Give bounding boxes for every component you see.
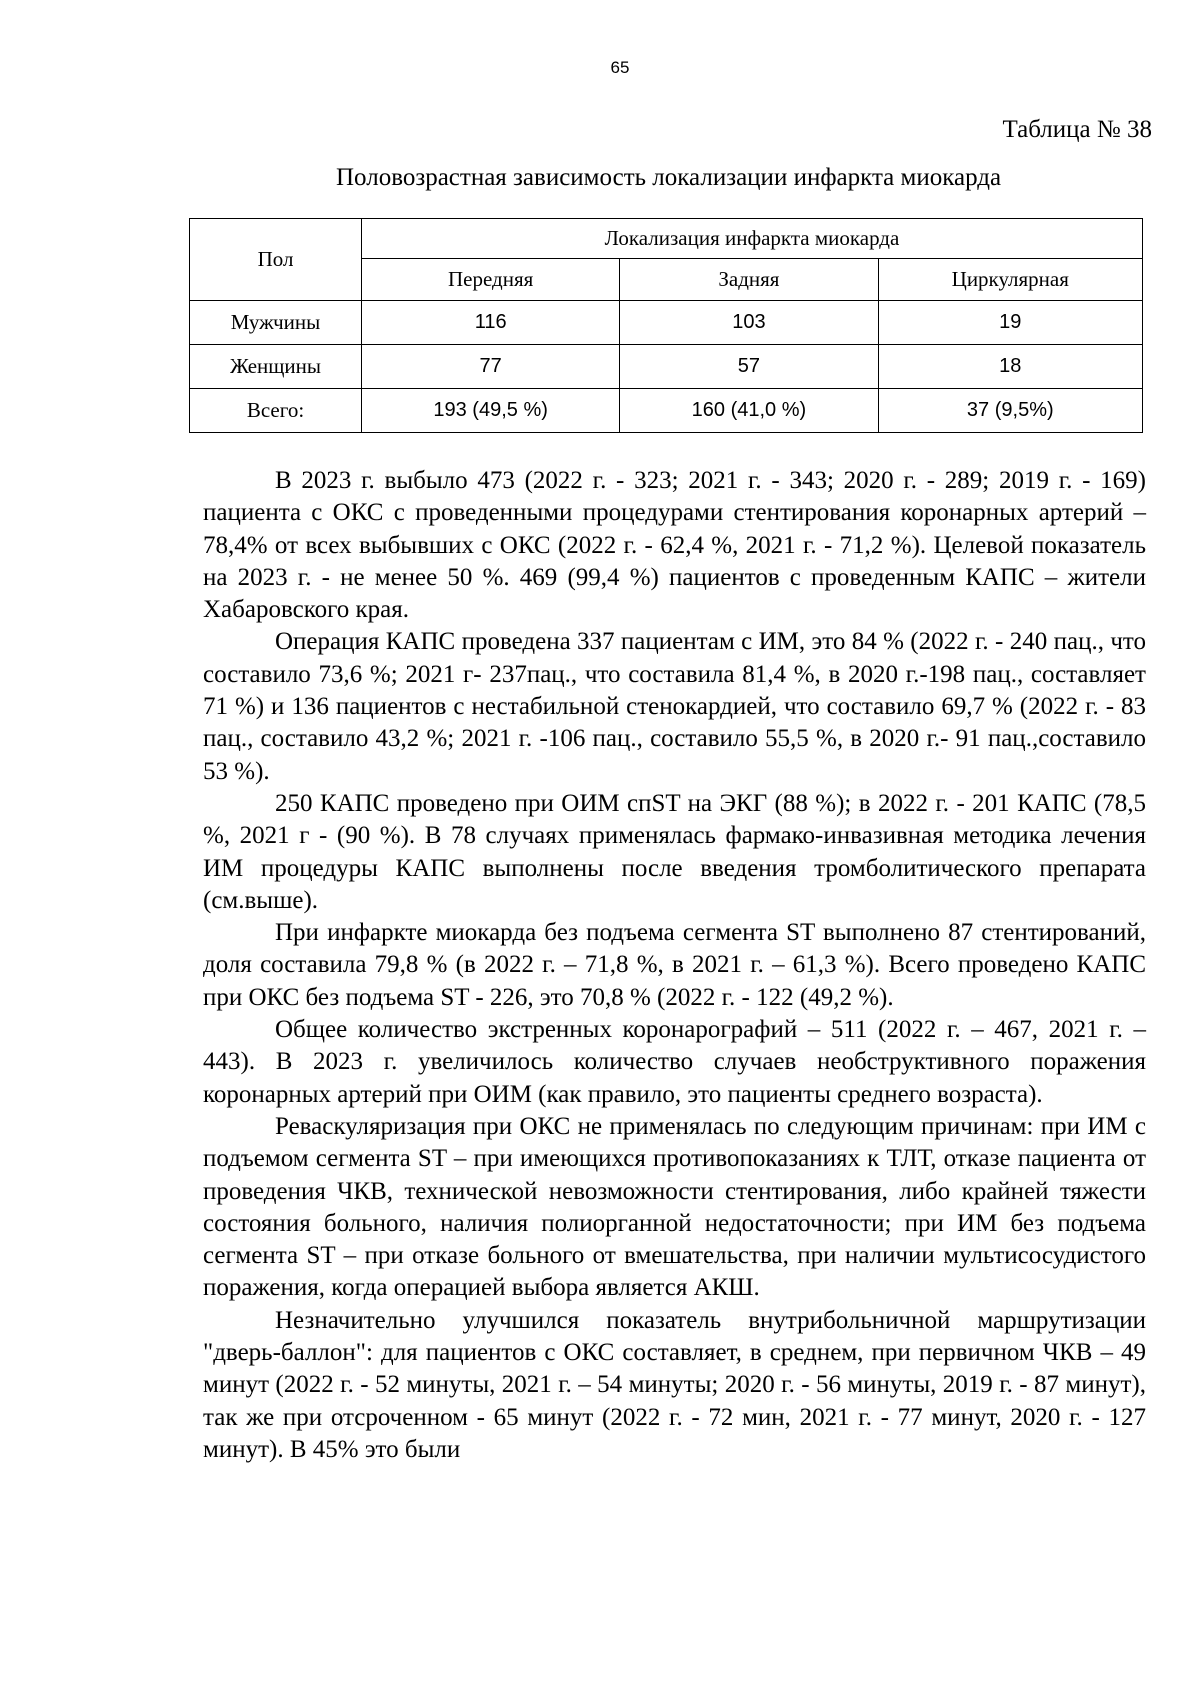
cell-value: 19 — [878, 301, 1142, 345]
table-title: Половозрастная зависимость локализации инфаркта миокарда — [336, 164, 1002, 191]
header-sex: Пол — [190, 219, 362, 301]
row-label: Всего: — [190, 389, 362, 433]
header-localization: Локализация инфаркта миокарда — [362, 219, 1143, 259]
cell-value: 37 (9,5%) — [878, 389, 1142, 433]
paragraph: Реваскуляризация при ОКС не применялась по следующим причинам: при ИМ с подъемом сегмента ST – при имеющихся противопоказаниях к ТЛТ, отказе пациента от проведения ЧКВ, технической невозможности стентирования, либо крайней тяжести состояния больного, наличия полиорганной недостаточности; при ИМ без подъема сегмента ST – при отказе больного от вмешательства, при наличии мультисосудистого поражения, когда операцией выбора является АКШ. — [203, 1112, 1146, 1302]
localization-table — [189, 218, 1143, 433]
header-circular: Циркулярная — [878, 259, 1142, 301]
cell-value: 18 — [878, 345, 1142, 389]
paragraph: Общее количество экстренных коронарографий – 511 (2022 г. – 467, 2021 г. – 443). В 2023 г. увеличилось количество случаев необструктивного поражения коронарных артерий при ОИМ (как правило, это пациенты среднего возраста). — [203, 1016, 1146, 1108]
row-label: Женщины — [190, 345, 362, 389]
page-number: 65 — [610, 58, 630, 77]
table-row-total — [190, 389, 1143, 433]
header-posterior: Задняя — [620, 259, 878, 301]
paragraph: Незначительно улучшился показатель внутрибольничной маршрутизации "дверь-баллон": для пациентов с ОКС составляет, в среднем, при первичном ЧКВ – 49 минут (2022 г. - 52 минуты, 2021 г. – 54 минуты; 2020 г. - 56 минуты, 2019 г. - 87 минут), так же при отсроченном - 65 минут (2022 г. - 72 мин, 2021 г. - 77 минут, 2020 г. - 127 минут). В 45% это были — [203, 1306, 1146, 1463]
cell-value: 103 — [620, 301, 878, 345]
body-text — [203, 465, 1146, 1466]
paragraph: Операция КАПС проведена 337 пациентам с ИМ, это 84 % (2022 г. - 240 пац., что составило 73,6 %; 2021 г- 237пац., что составила 81,4 %, в 2020 г.-198 пац., составляет 71 %) и 136 пациентов с нестабильной стенокардией, что составило 69,7 % (2022 г. - 83 пац., составило 43,2 %; 2021 г. -106 пац., составило 55,5 %, в 2020 г.- 91 пац.,составило 53 %). — [203, 628, 1146, 785]
cell-value: 116 — [362, 301, 620, 345]
row-label: Мужчины — [190, 301, 362, 345]
table-row-women — [190, 345, 1143, 389]
cell-value: 57 — [620, 345, 878, 389]
paragraph: 250 КАПС проведено при ОИМ спST на ЭКГ (88 %); в 2022 г. - 201 КАПС (78,5 %, 2021 г - (90 %). В 78 случаях применялась фармако-инвазивная методика лечения ИМ процедуры КАПС выполнены после введения тромболитического препарата (см.выше). — [203, 789, 1146, 914]
cell-value: 160 (41,0 %) — [620, 389, 878, 433]
table-label: Таблица № 38 — [1002, 116, 1152, 143]
table-row-men — [190, 301, 1143, 345]
paragraph: При инфаркте миокарда без подъема сегмента ST выполнено 87 стентирований, доля составила 79,8 % (в 2022 г. – 71,8 %, в 2021 г. – 61,3 %). Всего проведено КАПС при ОКС без подъема ST - 226, это 70,8 % (2022 г. - 122 (49,2 %). — [203, 919, 1146, 1011]
table-header-row — [190, 219, 1143, 259]
cell-value: 77 — [362, 345, 620, 389]
cell-value: 193 (49,5 %) — [362, 389, 620, 433]
header-anterior: Передняя — [362, 259, 620, 301]
paragraph: В 2023 г. выбыло 473 (2022 г. - 323; 2021 г. - 343; 2020 г. - 289; 2019 г. - 169) пациента с ОКС с проведенными процедурами стентирования коронарных артерий – 78,4% от всех выбывших с ОКС (2022 г. - 62,4 %, 2021 г. - 71,2 %). Целевой показатель на 2023 г. - не менее 50 %. 469 (99,4 %) пациентов с проведенным КАПС – жители Хабаровского края. — [203, 467, 1146, 624]
